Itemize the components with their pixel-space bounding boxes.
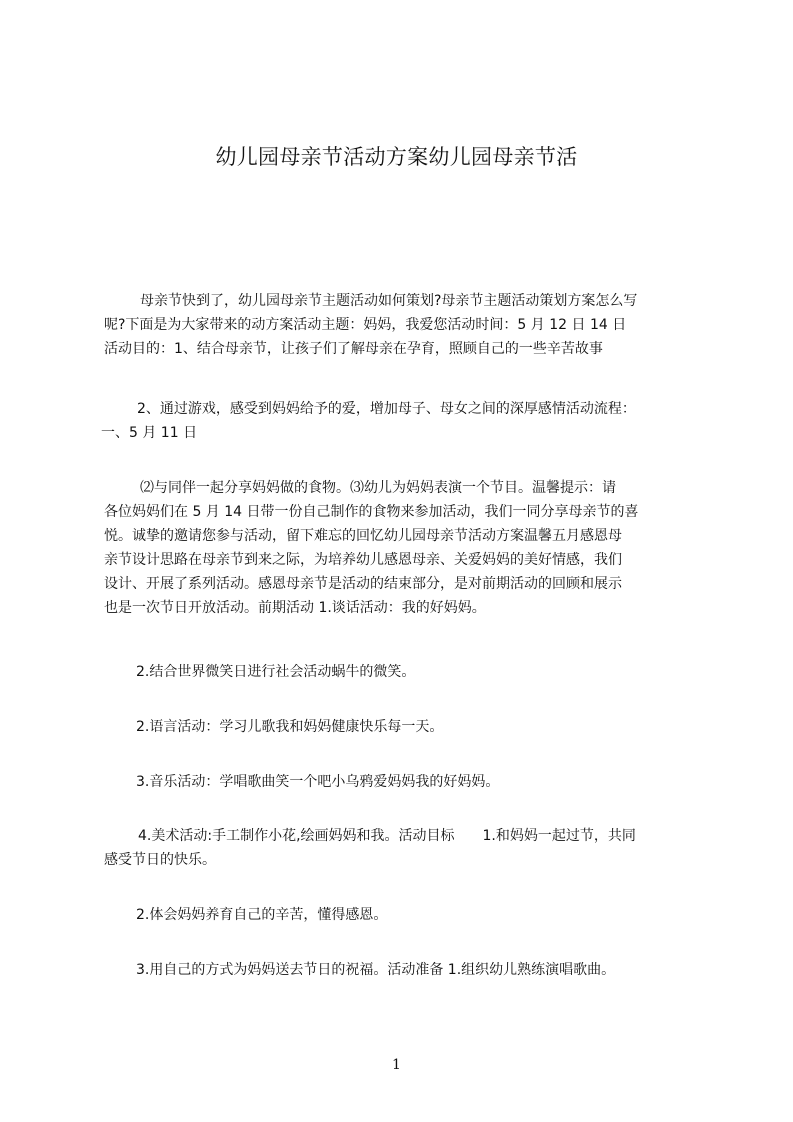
text-line: 悦。诚挚的邀请您参与活动，留下难忘的回忆幼儿园母亲节活动方案温馨五月感恩母 (104, 528, 622, 544)
text-line: 2.结合世界微笑日进行社会活动蜗牛的微笑。 (136, 664, 416, 680)
text-line: 4.美术活动:手工制作小花,绘画妈妈和我。活动目标 1.和妈妈一起过节，共同 (138, 828, 636, 844)
paragraph-goal-blessing (104, 958, 700, 982)
paragraph-language-activity (104, 715, 700, 739)
text-line: 活动目的：1、结合母亲节，让孩子们了解母亲在孕育，照顾自己的一些辛苦故事 (104, 341, 603, 357)
text-line: 一、5 月 11 日 (101, 425, 198, 441)
text-line: 感受节日的快乐。 (104, 852, 216, 868)
text-line: 3.用自己的方式为妈妈送去节日的祝福。活动准备 1.组织幼儿熟练演唱歌曲。 (136, 962, 616, 978)
text-line: 2、通过游戏，感受到妈妈给予的爱，增加母子、母女之间的深厚感情活动流程： (137, 401, 636, 417)
text-line: 设计、开展了系列活动。感恩母亲节是活动的结束部分，是对前期活动的回顾和展示 (104, 576, 622, 592)
text-line: 母亲节快到了，幼儿园母亲节主题活动如何策划?母亲节主题活动策划方案怎么写 (140, 293, 638, 309)
text-line: ⑵与同伴一起分享妈妈做的食物。⑶幼儿为妈妈表演一个节目。温馨提示：请 (140, 480, 616, 496)
text-line: 亲节设计思路在母亲节到来之际，为培养幼儿感恩母亲、关爱妈妈的美好情感，我们 (104, 552, 622, 568)
text-line: 2.体会妈妈养育自己的辛苦，懂得感恩。 (136, 907, 388, 923)
text-line: 各位妈妈们在 5 月 14 日带一份自己制作的食物来参加活动，我们一同分享母亲节的喜 (104, 504, 639, 520)
paragraph-activity-details (104, 476, 700, 620)
page-number: 1 (392, 1057, 401, 1073)
text-line: 也是一次节日开放活动。前期活动 1.谈话活动：我的好妈妈。 (104, 600, 486, 616)
paragraph-goal-gratitude (104, 903, 700, 927)
text-line: 呢?下面是为大家带来的动方案活动主题：妈妈，我爱您活动时间：5 月 12 日 14 日 (104, 317, 627, 333)
paragraph-intro (104, 289, 700, 361)
paragraph-smile-day (104, 660, 700, 684)
text-line: 2.语言活动：学习儿歌我和妈妈健康快乐每一天。 (136, 719, 444, 735)
text-line: 3.音乐活动：学唱歌曲笑一个吧小乌鸦爱妈妈我的好妈妈。 (136, 774, 500, 790)
paragraph-goal-2 (101, 397, 701, 445)
paragraph-art-activity (104, 824, 700, 872)
document-title: 幼儿园母亲节活动方案幼儿园母亲节活 (215, 145, 578, 169)
paragraph-music-activity (104, 770, 700, 794)
